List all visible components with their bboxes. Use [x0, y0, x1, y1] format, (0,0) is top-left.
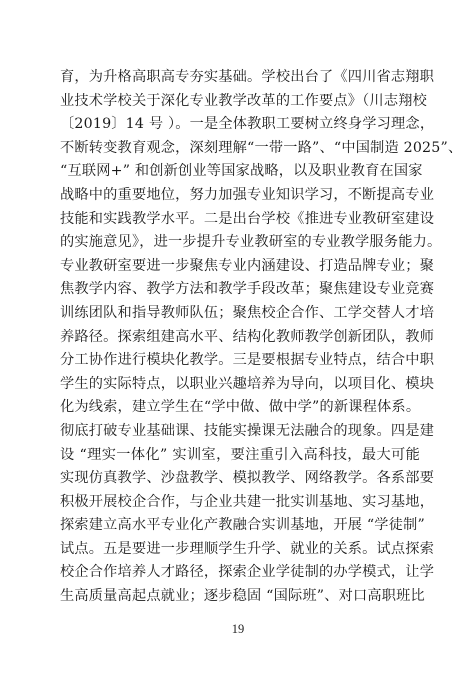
text-line: 育，为升格高职高专夯实基础。学校出台了《四川省志翔职 [60, 69, 435, 85]
text-line: 技能和实践教学水平。二是出台学校《推进专业教研室建设 [60, 210, 435, 227]
text-line: 学生的实际特点，以职业兴趣培养为导向，以项目化、模块 [60, 375, 435, 392]
text-line: 不断转变教育观念，深刻理解“一带一路”、“中国制造 2025”、 [60, 139, 463, 156]
text-line: “互联网+” 和创新创业等国家战略，以及职业教育在国家 [60, 163, 423, 180]
text-line: 战略中的重要地位，努力加强专业知识学习，不断提高专业 [60, 186, 435, 203]
text-line: 业技术学校关于深化专业教学改革的工作要点》（川志翔校 [60, 92, 427, 109]
text-line: 专业教研室要进一步聚焦专业内涵建设、打造品牌专业；聚 [60, 257, 435, 274]
text-line: 养路径。探索组建高水平、结构化教师教学创新团队，教师 [60, 328, 435, 345]
body-text [60, 66, 463, 609]
text-line: 生高质量高起点就业；逐步稳固 “国际班”、对口高职班比 [60, 588, 425, 605]
text-line: 实现仿真教学、沙盘教学、模拟教学、网络教学。各系部要 [60, 470, 435, 487]
text-line: 试点。五是要进一步理顺学生升学、就业的关系。试点探索 [60, 540, 435, 557]
text-line: 彻底打破专业基础课、技能实操课无法融合的现象。四是建 [60, 422, 435, 439]
text-line: 积极开展校企合作，与企业共建一批实训基地、实习基地， [60, 493, 435, 510]
text-line: 化为线索，建立学生在“学中做、做中学”的新课程体系。 [60, 399, 421, 416]
text-line: 分工协作进行模块化教学。三是要根据专业特点，结合中职 [60, 352, 435, 369]
text-line: 焦教学内容、教学方法和教学手段改革；聚焦建设专业竞赛 [60, 281, 435, 298]
text-line: 训练团队和指导教师队伍；聚焦校企合作、工学交替人才培 [60, 304, 435, 321]
text-line: 探索建立高水平专业化产教融合实训基地，开展 “学徒制” [60, 517, 425, 534]
text-line: 的实施意见》，进一步提升专业教研室的专业教学服务能力。 [60, 234, 442, 251]
text-line: 〔2019〕14 号 ）。一是全体教职工要树立终身学习理念， [60, 116, 435, 133]
text-line: 校企合作培养人才路径，探索企业学徒制的办学模式，让学 [60, 564, 435, 581]
text-line: 设 “理实一体化” 实训室，要注重引入高科技，最大可能 [60, 446, 420, 463]
page-number: 19 [231, 622, 245, 636]
